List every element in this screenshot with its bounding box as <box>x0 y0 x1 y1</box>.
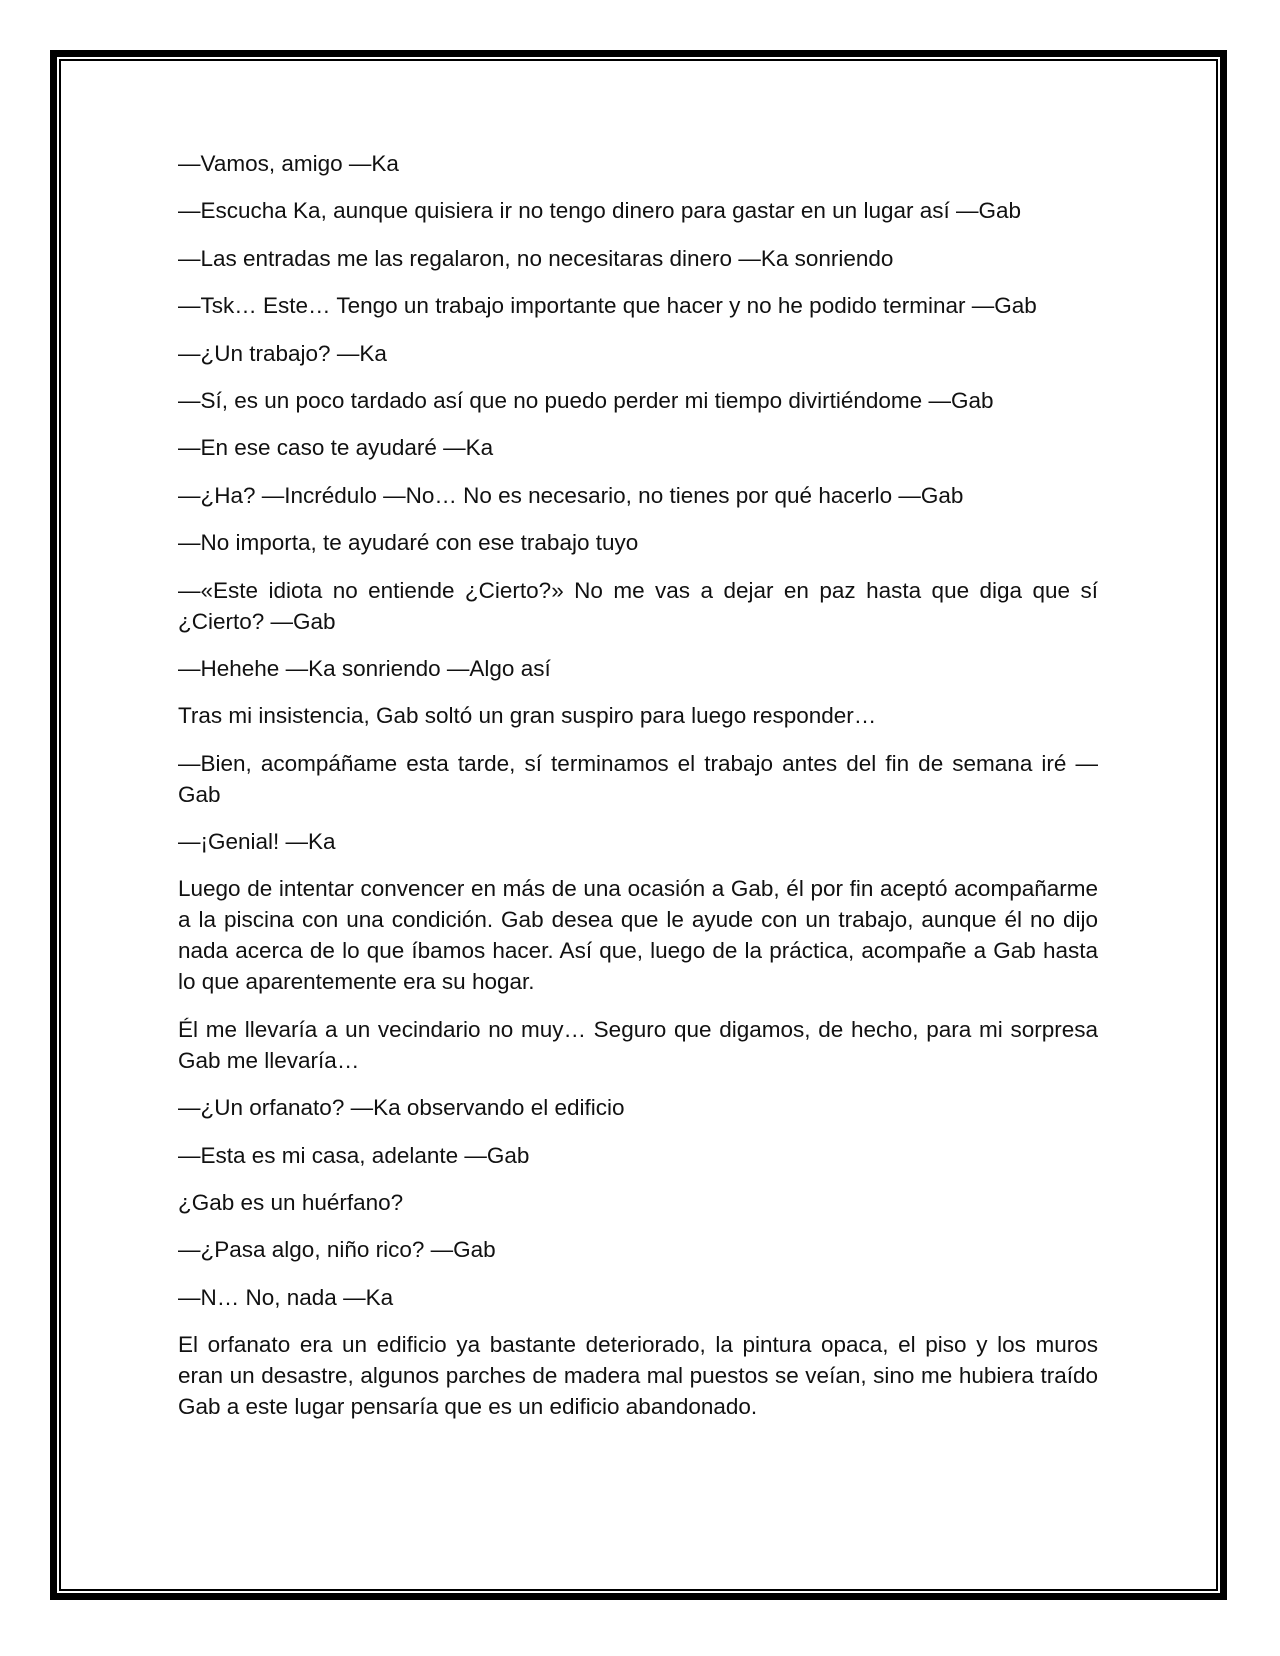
paragraph: —¿Pasa algo, niño rico? —Gab <box>178 1237 496 1263</box>
paragraph: —En ese caso te ayudaré —Ka <box>178 435 494 461</box>
paragraph: —Sí, es un poco tardado así que no puedo perder mi tiempo divirtiéndome —Gab <box>178 387 994 413</box>
paragraph: —Hehehe —Ka sonriendo —Algo así <box>178 655 551 681</box>
paragraph: —Vamos, amigo —Ka <box>178 151 399 176</box>
paragraph: —Esta es mi casa, adelante —Gab <box>178 1142 530 1168</box>
paragraph: —Bien, acompáñame esta tarde, sí terminamos el trabajo antes del fin de semana iré —Gab <box>178 750 1098 807</box>
paragraph: —N… No, nada —Ka <box>178 1284 394 1310</box>
paragraph: —¿Ha? —Incrédulo —No… No es necesario, no tienes por qué hacerlo —Gab <box>178 482 964 508</box>
paragraph: Tras mi insistencia, Gab soltó un gran suspiro para luego responder… <box>178 703 877 729</box>
paragraph: —«Este idiota no entiende ¿Cierto?» No me vas a dejar en paz hasta que diga que sí ¿Cierto? —Gab <box>178 577 1098 634</box>
paragraph: —Tsk… Este… Tengo un trabajo importante que hacer y no he podido terminar —Gab <box>178 293 1037 319</box>
paragraph: El orfanato era un edificio ya bastante deteriorado, la pintura opaca, el piso y los muros eran un desastre, algunos parches de madera mal puestos se veían, sino me hubiera traído Gab a este lugar pensaría que es un edificio abandonado. <box>178 1332 1098 1420</box>
paragraph: Él me llevaría a un vecindario no muy… Seguro que digamos, de hecho, para mi sorpresa Gab me llevaría… <box>178 1016 1098 1073</box>
paragraph: —¿Un trabajo? —Ka <box>178 340 387 366</box>
paragraph: ¿Gab es un huérfano? <box>178 1190 404 1216</box>
paragraph: —¿Un orfanato? —Ka observando el edificio <box>178 1095 625 1121</box>
paragraph: —Escucha Ka, aunque quisiera ir no tengo dinero para gastar en un lugar así —Gab <box>178 198 1022 224</box>
paragraph: —¡Genial! —Ka <box>178 829 336 855</box>
paragraph: Luego de intentar convencer en más de una ocasión a Gab, él por fin aceptó acompañarme a la piscina con una condición. Gab desea que le ayude con un trabajo, aunque él no dijo nada acerca de lo que íbamos hacer. Así que, luego de la práctica, acompañe a Gab hasta lo que aparentemente era su hogar. <box>178 876 1098 995</box>
paragraph: —No importa, te ayudaré con ese trabajo tuyo <box>178 530 639 556</box>
document-body <box>178 148 1098 1439</box>
paragraph: —Las entradas me las regalaron, no necesitaras dinero —Ka sonriendo <box>178 245 894 271</box>
